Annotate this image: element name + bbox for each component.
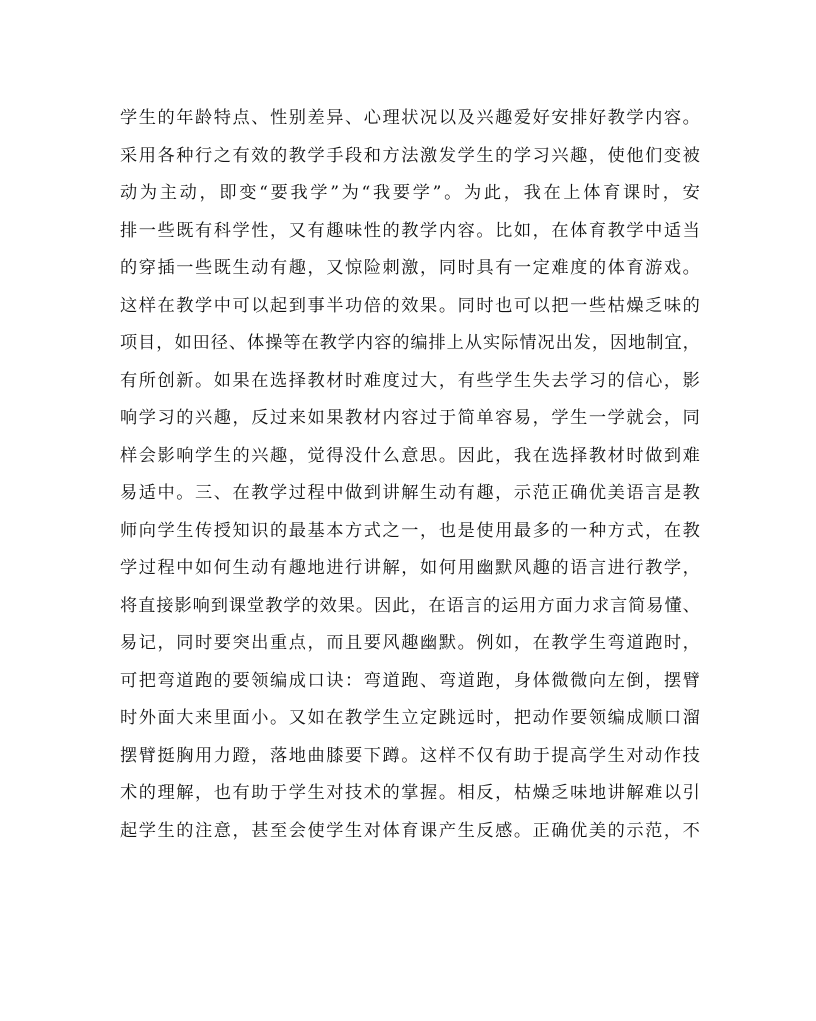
text-line-18: 摆臂挺胸用力蹬，落地曲膝要下蹲。这样不仅有助于提高学生对动作技 [120, 745, 700, 766]
text-line-19: 术的理解，也有助于学生对技术的掌握。相反，枯燥乏味地讲解难以引 [120, 783, 700, 803]
text-line-1: 学生的年龄特点、性别差异、心理状况以及兴趣爱好安排好教学内容。 [120, 108, 700, 128]
body-text [120, 100, 700, 850]
text-line-15: 易记，同时要突出重点，而且要风趣幽默。例如，在教学生弯道跑时， [120, 633, 700, 653]
text-line-20: 起学生的注意，甚至会使学生对体育课产生反感。正确优美的示范，不 [120, 820, 700, 841]
text-line-10: 样会影响学生的兴趣，觉得没什么意思。因此，我在选择教材时做到难 [120, 445, 700, 466]
text-line-7: 项目，如田径、体操等在教学内容的编排上从实际情况出发，因地制宜， [120, 333, 700, 353]
text-line-12: 师向学生传授知识的最基本方式之一，也是使用最多的一种方式，在教 [120, 520, 700, 541]
text-line-9: 响学习的兴趣，反过来如果教材内容过于简单容易，学生一学就会，同 [120, 408, 700, 428]
text-line-3: 动为主动，即变“要我学”为“我要学”。为此，我在上体育课时，安 [120, 183, 700, 203]
text-line-14: 将直接影响到课堂教学的效果。因此，在语言的运用方面力求言简易懂、 [120, 595, 700, 616]
text-line-8: 有所创新。如果在选择教材时难度过大，有些学生失去学习的信心，影 [120, 370, 700, 391]
text-line-6: 这样在教学中可以起到事半功倍的效果。同时也可以把一些枯燥乏味的 [120, 295, 700, 316]
text-line-2: 采用各种行之有效的教学手段和方法激发学生的学习兴趣，使他们变被 [120, 145, 700, 166]
text-line-17: 时外面大来里面小。又如在教学生立定跳远时，把动作要领编成顺口溜 [120, 708, 700, 728]
text-line-4: 排一些既有科学性，又有趣味性的教学内容。比如，在体育教学中适当 [120, 220, 700, 241]
text-line-13: 学过程中如何生动有趣地进行讲解，如何用幽默风趣的语言进行教学， [120, 558, 700, 578]
text-line-5: 的穿插一些既生动有趣，又惊险刺激，同时具有一定难度的体育游戏。 [120, 258, 700, 278]
text-line-16: 可把弯道跑的要领编成口诀：弯道跑、弯道跑，身体微微向左倒，摆臂 [120, 670, 700, 691]
text-line-11: 易适中。三、在教学过程中做到讲解生动有趣，示范正确优美语言是教 [120, 483, 700, 503]
